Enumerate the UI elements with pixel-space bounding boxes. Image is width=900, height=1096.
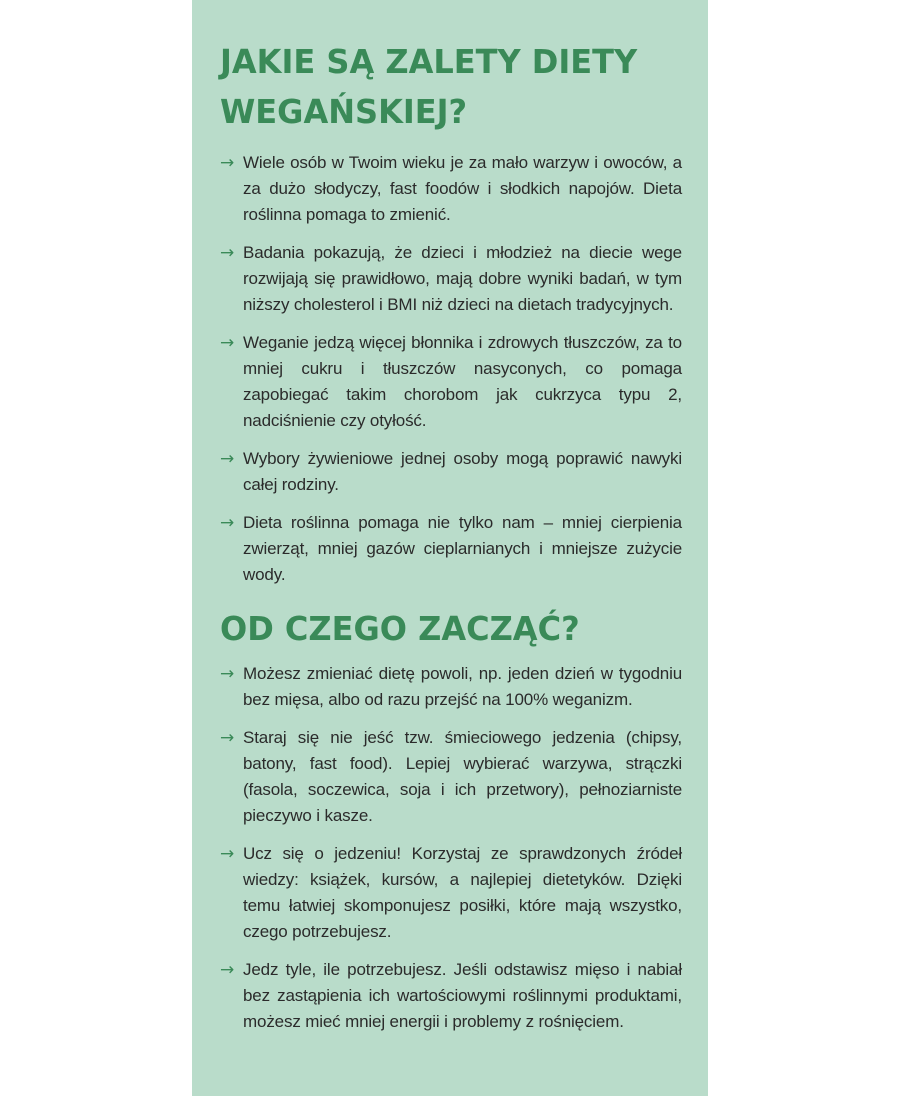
arrow-right-icon: →: [220, 960, 235, 980]
arrow-right-icon: →: [220, 243, 235, 263]
heading-getting-started: OD CZEGO ZACZĄĆ?: [220, 609, 580, 648]
list-item-text: Jedz tyle, ile potrzebujesz. Jeśli odstawisz mięso i nabiał bez zastąpienia ich wartościowymi roślinnymi produktami, możesz mieć mniej energii i problemy z rośnięciem.: [243, 960, 682, 1031]
advantages-list-container: [220, 150, 682, 600]
list-item: [220, 446, 682, 498]
arrow-right-icon: →: [220, 153, 235, 173]
list-item-text: Wybory żywieniowe jednej osoby mogą poprawić nawyki całej rodziny.: [243, 449, 682, 494]
advantages-list: [220, 150, 682, 588]
arrow-right-icon: →: [220, 844, 235, 864]
heading-line-1: JAKIE SĄ ZALETY DIETY: [220, 42, 638, 81]
list-item: [220, 240, 682, 318]
arrow-right-icon: →: [220, 449, 235, 469]
list-item: [220, 661, 682, 713]
list-item-text: Staraj się nie jeść tzw. śmieciowego jedzenia (chipsy, batony, fast food). Lepiej wybierać warzywa, strączki (fasola, soczewica, soja i ich przetwory), pełnoziarniste pieczywo i kasze.: [243, 728, 682, 825]
list-item: [220, 841, 682, 945]
list-item: [220, 510, 682, 588]
section-getting-started-heading: [220, 604, 682, 654]
list-item: [220, 150, 682, 228]
getting-started-list: [220, 661, 682, 1035]
list-item: [220, 957, 682, 1035]
list-item-text: Dieta roślinna pomaga nie tylko nam – mniej cierpienia zwierząt, mniej gazów cieplarnianych i mniejsze zużycie wody.: [243, 513, 682, 584]
arrow-right-icon: →: [220, 333, 235, 353]
heading-line-2: WEGAŃSKIEJ?: [220, 92, 468, 131]
list-item-text: Ucz się o jedzeniu! Korzystaj ze sprawdzonych źródeł wiedzy: książek, kursów, a najlepiej dietetyków. Dzięki temu łatwiej skomponujesz posiłki, które mają wszystko, czego potrzebujesz.: [243, 844, 682, 941]
getting-started-list-container: [220, 661, 682, 1047]
list-item: [220, 330, 682, 434]
list-item-text: Wiele osób w Twoim wieku je za mało warzyw i owoców, a za dużo słodyczy, fast foodów i słodkich napojów. Dieta roślinna pomaga to zmienić.: [243, 153, 682, 224]
arrow-right-icon: →: [220, 664, 235, 684]
arrow-right-icon: →: [220, 513, 235, 533]
list-item-text: Weganie jedzą więcej błonnika i zdrowych tłuszczów, za to mniej cukru i tłuszczów nasyconych, co pomaga zapobiegać takim chorobom jak cukrzyca typu 2, nadciśnienie czy otyłość.: [243, 333, 682, 430]
list-item: [220, 725, 682, 829]
arrow-right-icon: →: [220, 728, 235, 748]
list-item-text: Badania pokazują, że dzieci i młodzież na diecie wege rozwijają się prawidłowo, mają dobre wyniki badań, w tym niższy cholesterol i BMI niż dzieci na dietach tradycyjnych.: [243, 243, 682, 314]
section-advantages-heading: [220, 37, 682, 137]
list-item-text: Możesz zmieniać dietę powoli, np. jeden dzień w tygodniu bez mięsa, albo od razu przejść na 100% weganizm.: [243, 664, 682, 709]
